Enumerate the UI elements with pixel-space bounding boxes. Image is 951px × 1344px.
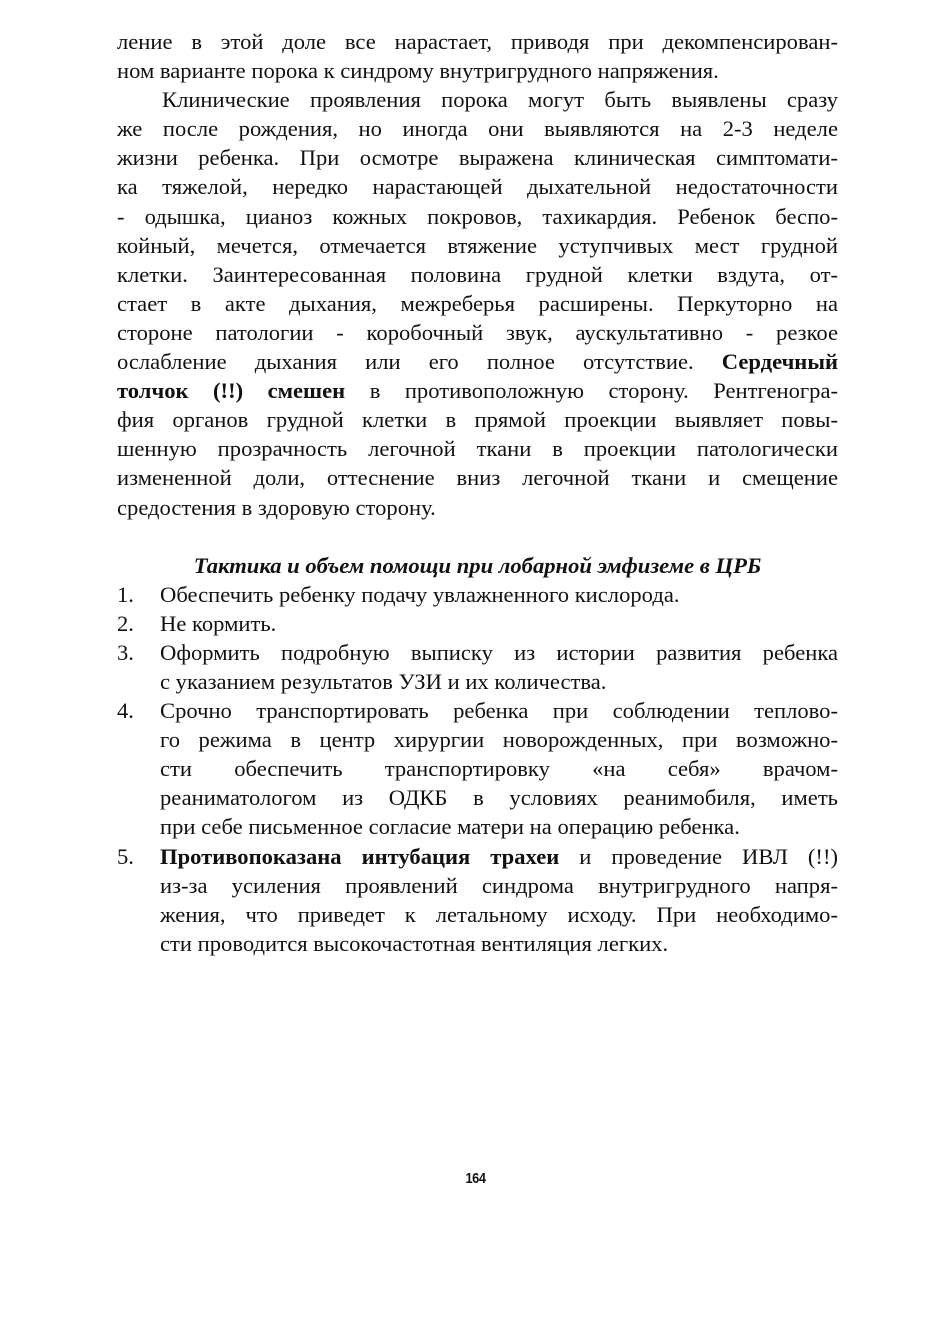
text-line: жения, что приведет к летальному исходу. При необходимо-: [160, 901, 838, 927]
text-line: стает в акте дыхания, межреберья расширены. Перкуторно на: [117, 290, 838, 316]
list-item: [117, 638, 838, 696]
text-line: же после рождения, но иногда они выявляются на 2-3 неделе: [117, 116, 838, 142]
text-line: жизни ребенка. При осмотре выражена клиническая симптомати-: [117, 145, 838, 171]
text-line: шенную прозрачность легочной ткани в проекции патологически: [117, 436, 838, 462]
text-line: - одышка, цианоз кожных покровов, тахикардия. Ребенок беспо-: [117, 203, 838, 229]
text-line: ление в этой доле все нарастает, приводя при декомпенсирован-: [117, 29, 838, 54]
text-line: средостения в здоровую сторону.: [117, 494, 436, 520]
text-line: [160, 842, 838, 871]
text-line: [117, 376, 838, 405]
text-line: стороне патологии - коробочный звук, аускультативно - резкое: [117, 319, 838, 345]
list-number: 3.: [117, 639, 134, 665]
paragraph-2: [117, 85, 838, 521]
text-line: измененной доли, оттеснение вниз легочной ткани и смещение: [117, 465, 838, 491]
list-number: 4.: [117, 698, 134, 724]
text-line: койный, мечется, отмечается втяжение уступчивых мест грудной: [117, 232, 838, 258]
text-line: из-за усиления проявлений синдрома внутригрудного напря-: [160, 872, 838, 898]
text-run: ослабление дыхания или его полное отсутствие.: [117, 349, 694, 375]
list-number: 2.: [117, 610, 134, 636]
text-run: в противоположную сторону. Рентгеногра-: [369, 378, 838, 404]
bold-text: толчок (!!) смешен: [117, 378, 346, 404]
list-item: [117, 696, 838, 841]
text-line: Обеспечить ребенку подачу увлажненного кислорода.: [160, 581, 680, 607]
text-line: клетки. Заинтересованная половина грудной клетки вздута, от-: [117, 261, 838, 287]
list-item: [117, 842, 838, 958]
section-heading: Тактика и объем помощи при лобарной эмфиземе в ЦРБ: [193, 552, 762, 578]
text-run: и проведение ИВЛ (!!): [579, 843, 838, 869]
page-body: [117, 27, 838, 958]
page-number: 164: [465, 1170, 486, 1187]
text-line: сти проводится высокочастотная вентиляция легких.: [160, 930, 669, 956]
list-item: [117, 580, 838, 609]
text-line: [117, 347, 838, 376]
text-line: реаниматологом из ОДКБ в условиях реанимобиля, иметь: [160, 785, 838, 811]
text-line: сти обеспечить транспортировку «на себя» врачом-: [160, 756, 838, 782]
text-line: при себе письменное согласие матери на операцию ребенка.: [160, 814, 740, 840]
text-line: ка тяжелой, нередко нарастающей дыхательной недостаточности: [117, 174, 838, 200]
bold-text: Сердечный: [721, 349, 838, 375]
text-line: Не кормить.: [160, 610, 277, 636]
list-number: 5.: [117, 843, 134, 869]
numbered-list: [117, 580, 838, 958]
text-line: фия органов грудной клетки в прямой проекции выявляет повы-: [117, 407, 838, 433]
text-line: ном варианте порока к синдрому внутригрудного напряжения.: [117, 58, 719, 84]
list-number: 1.: [117, 581, 134, 607]
text-line: с указанием результатов УЗИ и их количества.: [160, 668, 607, 694]
text-line: Оформить подробную выписку из истории развития ребенка: [160, 639, 838, 665]
text-line: го режима в центр хирургии новорожденных, при возможно-: [160, 727, 838, 753]
bold-text: Противопоказана интубация трахеи: [160, 843, 560, 869]
text-line: Срочно транспортировать ребенка при соблюдении теплово-: [160, 698, 838, 724]
text-line: Клинические проявления порока могут быть выявлены сразу: [162, 87, 838, 113]
list-item: [117, 609, 838, 638]
paragraph-1: [117, 27, 838, 85]
